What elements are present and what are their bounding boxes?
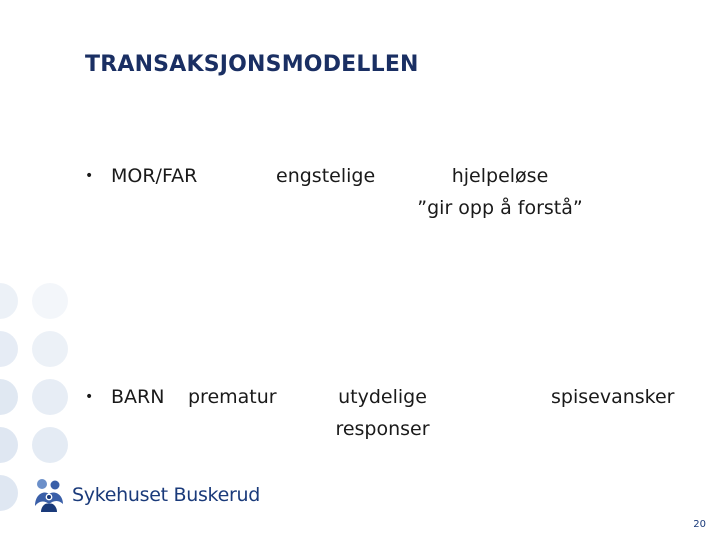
decorative-dot	[32, 331, 68, 367]
row1-item-hjelpelose-line1: hjelpeløse	[451, 165, 549, 187]
bullet-marker: •	[85, 168, 94, 184]
row2-item-spisevansker: spisevansker	[551, 386, 675, 408]
footer-logo	[32, 476, 260, 514]
hospital-people-icon	[32, 476, 66, 514]
row1-subject: MOR/FAR	[111, 165, 198, 187]
decorative-dot	[0, 475, 18, 511]
row2-item-utydelige-line2: responser	[335, 418, 430, 440]
decorative-dot	[32, 427, 68, 463]
logo-text: Sykehuset Buskerud	[72, 484, 260, 506]
row2-item-prematur: prematur	[188, 386, 277, 408]
decorative-dot	[0, 283, 18, 319]
page-number: 20	[693, 519, 706, 530]
row2-item-utydelige	[320, 381, 445, 445]
row1-item-engstelige: engstelige	[276, 165, 376, 187]
row2-subject: BARN	[111, 386, 165, 408]
decorative-dot	[0, 331, 18, 367]
decorative-dot	[32, 379, 68, 415]
row2-item-utydelige-line1: utydelige	[338, 386, 427, 408]
slide-title: TRANSAKSJONSMODELLEN	[85, 52, 419, 77]
row1-item-hjelpelose	[400, 160, 600, 224]
decorative-dot	[0, 427, 18, 463]
decorative-dot	[32, 283, 68, 319]
row1-item-hjelpelose-line2: ”gir opp å forstå”	[417, 197, 583, 219]
decorative-dot	[0, 379, 18, 415]
bullet-marker: •	[85, 389, 94, 405]
